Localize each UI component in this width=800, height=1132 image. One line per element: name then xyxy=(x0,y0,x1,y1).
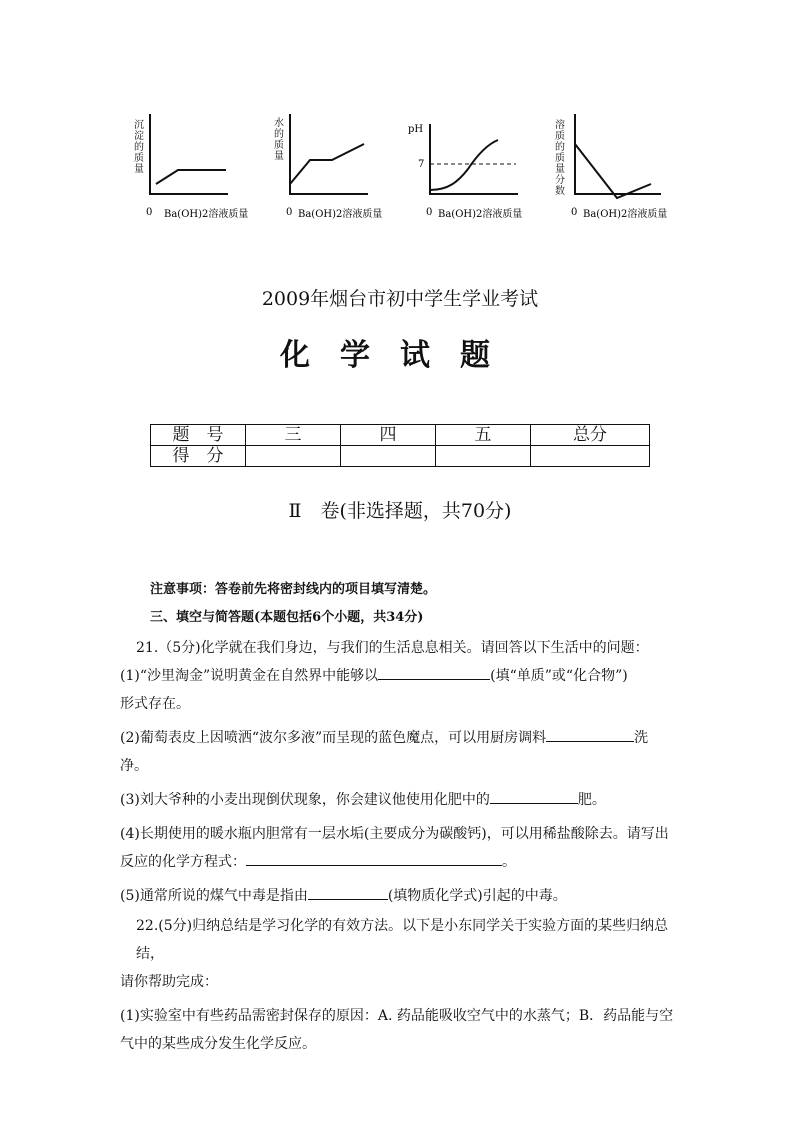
graph-origin: 0 xyxy=(286,207,293,218)
graph-1-curve xyxy=(156,170,226,184)
graph-4-curve xyxy=(575,144,651,198)
score-cell: 题 号 xyxy=(151,425,246,446)
score-input-cell[interactable] xyxy=(246,446,341,467)
graph-origin: 0 xyxy=(426,207,433,218)
graph-1-plot xyxy=(128,114,248,224)
graph-xlabel: Ba(OH)2溶液质量 xyxy=(164,209,249,220)
answer-blank[interactable] xyxy=(490,787,578,804)
q21-p4-text: 反应的化学方程式： xyxy=(120,854,246,870)
graph-water xyxy=(268,114,388,228)
question-21 xyxy=(120,634,680,1058)
graph-2-curve xyxy=(290,144,364,184)
q21-p1-text: (1)“沙里淘金”说明黄金在自然界中能够以 xyxy=(120,668,379,684)
q21-p2-tail: 洗 xyxy=(634,730,649,746)
q21-intro: 21.（5分)化学就在我们身边，与我们的生活息息相关。请回答以下生活中的问题： xyxy=(136,640,649,656)
graph-ph xyxy=(408,114,548,228)
section-heading: 三、填空与简答题(本题包括6个小题，共34分) xyxy=(150,610,424,625)
q21-part4: (4)长期使用的暖水瓶内胆常有一层水垢(主要成分为碳酸钙)，可以用稀盐酸除去。请写出 xyxy=(120,826,669,842)
graph-tick-7: 7 xyxy=(418,159,425,170)
graph-ylabel: 溶质的质量分数 xyxy=(555,120,565,197)
q21-part1-cont: 形式存在。 xyxy=(120,696,190,712)
q21-p4-tail: 。 xyxy=(502,854,516,870)
volume-heading: Ⅱ 卷(非选择题，共70分) xyxy=(288,500,512,522)
score-cell: 总分 xyxy=(531,425,650,446)
q21-part1 xyxy=(120,662,680,690)
q21-p2-text: (2)葡萄表皮上因喷洒“波尔多液”而呈现的蓝色魔点，可以用厨房调料 xyxy=(120,730,547,746)
exam-title: 2009年烟台市初中学生学业考试 xyxy=(261,288,539,310)
score-cell: 三 xyxy=(246,425,341,446)
graph-precipitate xyxy=(128,114,248,228)
q21-part3 xyxy=(120,786,680,814)
graph-ylabel: 沉淀的质量 xyxy=(134,120,144,175)
graph-xlabel: Ba(OH)2溶液质量 xyxy=(583,209,668,220)
q22-part1: (1)实验室中有些药品需密封保存的原因：A. 药品能吸收空气中的水蒸气；B．药品能与空 xyxy=(120,1008,674,1024)
q21-part5 xyxy=(120,882,680,910)
q22-part1-cont: 气中的某些成分发生化学反应。 xyxy=(120,1036,316,1052)
answer-blank[interactable] xyxy=(378,663,490,680)
q21-p1-hint: (填“单质”或“化合物”) xyxy=(490,668,628,684)
score-table-score-row xyxy=(151,446,650,467)
score-input-cell[interactable] xyxy=(341,446,436,467)
q21-p3-text: (3)刘大爷种的小麦出现倒伏现象，你会建议他使用化肥中的 xyxy=(120,792,490,808)
q21-part2 xyxy=(120,724,680,752)
q21-p5-text: (5)通常所说的煤气中毒是指由 xyxy=(120,888,308,904)
q21-p5-tail: (填物质化学式)引起的中毒。 xyxy=(387,888,567,904)
graph-ylabel: 水的质量 xyxy=(274,118,284,162)
answer-blank[interactable] xyxy=(308,883,388,900)
score-cell: 得 分 xyxy=(151,446,246,467)
graph-xlabel: Ba(OH)2溶液质量 xyxy=(298,209,383,220)
score-table xyxy=(150,424,650,467)
score-input-cell[interactable] xyxy=(436,446,531,467)
q21-part4-cont xyxy=(120,848,680,876)
graph-3-curve xyxy=(430,140,498,190)
answer-blank[interactable] xyxy=(246,849,502,866)
graph-solute xyxy=(553,114,683,228)
graph-origin: 0 xyxy=(571,207,578,218)
notice: 注意事项：答卷前先将密封线内的项目填写清楚。 xyxy=(150,582,437,597)
q22-intro: 22.(5分)归纳总结是学习化学的有效方法。以下是小东同学关于实验方面的某些归纳总结， xyxy=(136,918,669,962)
q21-part2-cont: 净。 xyxy=(120,758,148,774)
graph-3-plot xyxy=(408,114,548,224)
q22-intro-cont: 请你帮助完成： xyxy=(120,974,218,990)
graph-ylabel: pH xyxy=(408,124,424,135)
subject-title: 化学试题 xyxy=(280,338,520,373)
score-cell: 五 xyxy=(436,425,531,446)
graph-xlabel: Ba(OH)2溶液质量 xyxy=(438,209,523,220)
score-input-cell[interactable] xyxy=(531,446,650,467)
graph-row xyxy=(128,114,678,226)
graph-origin: 0 xyxy=(146,207,153,218)
answer-blank[interactable] xyxy=(546,725,634,742)
graph-2-plot xyxy=(268,114,388,224)
graph-4-plot xyxy=(553,114,683,224)
score-table-header-row xyxy=(151,425,650,446)
q21-p3-tail: 肥。 xyxy=(577,792,606,808)
score-cell: 四 xyxy=(341,425,436,446)
